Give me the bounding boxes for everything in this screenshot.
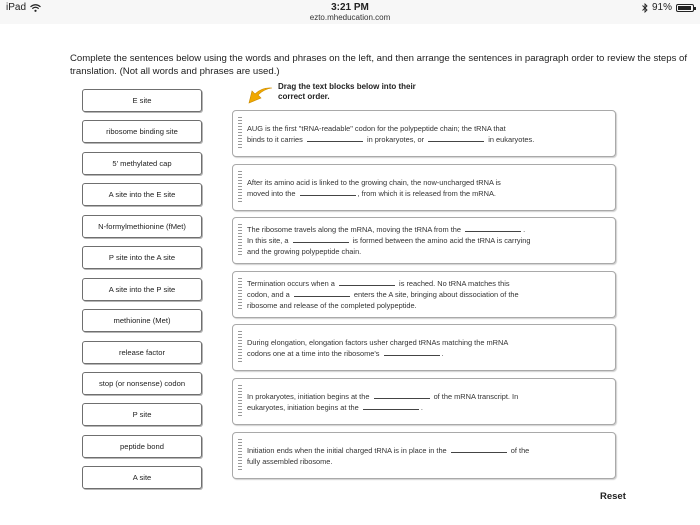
sentence-text: [247, 325, 609, 370]
sentence-line: , from which it is released from the mRNA.: [357, 188, 496, 198]
sentence-block-1[interactable]: [232, 110, 616, 157]
word-a-site-into-p-site[interactable]: A site into the P site: [82, 278, 202, 301]
battery-icon: [676, 4, 694, 12]
sentence-line: enters the A site, bringing about dissociation of the: [353, 290, 519, 299]
drag-handle[interactable]: [238, 439, 242, 472]
status-right: [642, 2, 694, 13]
sentence-line: fully assembled ribosome.: [247, 456, 333, 466]
sentence-line: ribosome and release of the completed polypeptide.: [247, 301, 417, 310]
word-p-site[interactable]: P site: [82, 403, 202, 426]
reset-button[interactable]: Reset: [600, 491, 626, 502]
sentence-line: .: [523, 225, 526, 234]
sentence-line: .: [420, 402, 423, 412]
sentence-block-5[interactable]: [232, 324, 616, 371]
sentence-line: of the mRNA transcript. In: [433, 391, 519, 401]
drag-handle[interactable]: [238, 171, 242, 204]
sentence-line: of the: [510, 445, 530, 455]
sentence-line: Initiation ends when the initial charged tRNA is in place in the: [247, 445, 447, 455]
sentence-block-7[interactable]: [232, 432, 616, 479]
sentence-text: [247, 111, 609, 156]
sentence-line: codons one at a time into the ribosome's: [247, 348, 380, 358]
sentence-line: in eukaryotes.: [488, 134, 535, 144]
sentence-line: AUG is the first "tRNA-readable" codon for the polypeptide chain; the tRNA that: [247, 123, 506, 133]
arrow-icon: [246, 86, 274, 106]
drag-hint-line1: Drag the text blocks below into their: [278, 82, 416, 91]
sentence-line: in prokaryotes, or: [367, 134, 425, 144]
device-name: iPad: [6, 2, 27, 13]
answer-blank[interactable]: [374, 392, 430, 399]
answer-blank[interactable]: [294, 290, 350, 297]
word-methionine[interactable]: methionine (Met): [82, 309, 202, 332]
drag-handle[interactable]: [238, 117, 242, 150]
sentence-text: [247, 165, 609, 210]
word-peptide-bond[interactable]: peptide bond: [82, 435, 202, 458]
answer-blank[interactable]: [339, 279, 395, 286]
sentence-line: moved into the: [247, 188, 296, 198]
sentence-line: After its amino acid is linked to the growing chain, the now-uncharged tRNA is: [247, 177, 501, 187]
answer-blank[interactable]: [428, 135, 484, 142]
bluetooth-icon: [642, 3, 648, 13]
status-time: 3:21 PM: [331, 2, 369, 13]
sentence-block-2[interactable]: [232, 164, 616, 211]
word-n-formylmethionine[interactable]: N-formylmethionine (fMet): [82, 215, 202, 238]
sentence-line: .: [441, 348, 444, 358]
sentence-line: binds to it carries: [247, 134, 303, 144]
word-release-factor[interactable]: release factor: [82, 341, 202, 364]
drag-handle[interactable]: [238, 278, 242, 311]
sentence-line: In prokaryotes, initiation begins at the: [247, 391, 370, 401]
word-p-site-into-a-site[interactable]: P site into the A site: [82, 246, 202, 269]
sentence-line: is reached. No tRNA matches this: [399, 279, 510, 288]
answer-blank[interactable]: [451, 446, 507, 453]
sentence-line: and the growing polypeptide chain.: [247, 247, 362, 256]
sentence-block-3[interactable]: [232, 217, 616, 264]
sentence-line: Termination occurs when a: [247, 279, 335, 288]
sentence-text: [247, 433, 609, 478]
word-a-site[interactable]: A site: [82, 466, 202, 489]
word-a-site-into-e-site[interactable]: A site into the E site: [82, 183, 202, 206]
status-bar: [0, 0, 700, 24]
instructions-text: Complete the sentences below using the words and phrases on the left, and then arrange the sentences in paragraph order to review the steps of translation. (Not all words and phrases are used.): [70, 53, 688, 77]
answer-blank[interactable]: [465, 225, 521, 232]
answer-blank[interactable]: [307, 135, 363, 142]
word-stop-codon[interactable]: stop (or nonsense) codon: [82, 372, 202, 395]
drag-hint: [278, 82, 416, 102]
word-e-site[interactable]: E site: [82, 89, 202, 112]
drag-hint-line2: correct order.: [278, 92, 330, 101]
drag-handle[interactable]: [238, 385, 242, 418]
sentence-line: codon, and a: [247, 290, 290, 299]
battery-percent: 91%: [651, 2, 672, 13]
sentence-text: [247, 379, 609, 424]
word-5-methylated-cap[interactable]: 5' methylated cap: [82, 152, 202, 175]
drag-handle[interactable]: [238, 331, 242, 364]
sentence-line: During elongation, elongation factors usher charged tRNAs matching the mRNA: [247, 337, 509, 347]
address-url[interactable]: ezto.mheducation.com: [309, 13, 391, 22]
sentence-line: eukaryotes, initiation begins at the: [247, 402, 359, 412]
word-ribosome-binding-site[interactable]: ribosome binding site: [82, 120, 202, 143]
sentence-text: [247, 272, 609, 317]
answer-blank[interactable]: [384, 349, 440, 356]
sentence-line: In this site, a: [247, 236, 289, 245]
answer-blank[interactable]: [300, 189, 356, 196]
answer-blank[interactable]: [363, 403, 419, 410]
drag-handle[interactable]: [238, 224, 242, 257]
answer-blank[interactable]: [293, 236, 349, 243]
sentence-text: [247, 218, 609, 263]
sentence-line: The ribosome travels along the mRNA, moving the tRNA from the: [247, 225, 462, 234]
sentence-block-6[interactable]: [232, 378, 616, 425]
sentence-line: is formed between the amino acid the tRNA is carrying: [352, 236, 531, 245]
sentence-block-4[interactable]: [232, 271, 616, 318]
